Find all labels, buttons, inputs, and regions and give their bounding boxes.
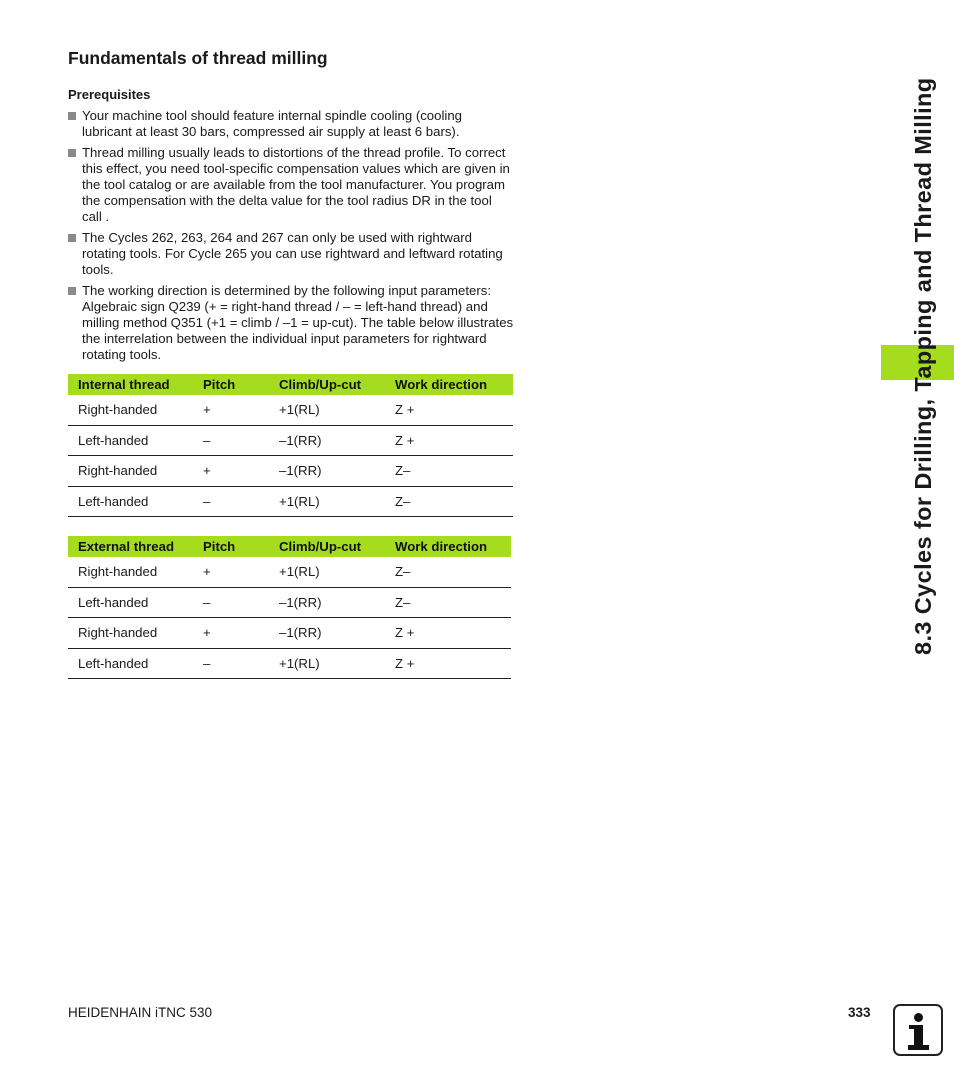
table-cell: – xyxy=(193,648,269,679)
square-bullet-icon xyxy=(68,234,76,242)
info-icon-stem xyxy=(914,1025,923,1047)
info-icon xyxy=(893,1004,943,1056)
table-cell: Right-handed xyxy=(68,618,193,649)
column-header: Work direction xyxy=(385,374,513,395)
section-heading: Fundamentals of thread milling xyxy=(68,48,328,68)
prerequisites-list xyxy=(68,108,514,368)
table-cell: Z + xyxy=(385,648,511,679)
table-cell: Left-handed xyxy=(68,486,193,517)
table-cell: Z + xyxy=(385,425,513,456)
table-cell: –1(RR) xyxy=(269,456,385,487)
list-item xyxy=(68,230,514,278)
column-header: Work direction xyxy=(385,536,511,557)
table-cell: Right-handed xyxy=(68,395,193,425)
column-header: Pitch xyxy=(193,374,269,395)
table-row xyxy=(68,395,513,425)
table-cell: + xyxy=(193,557,269,587)
table-cell: +1(RL) xyxy=(269,486,385,517)
table-cell: – xyxy=(193,587,269,618)
list-item-text: The Cycles 262, 263, 264 and 267 can only be used with rightward rotating tools. For Cycle 265 you can use rightward and leftward rotating tools. xyxy=(82,230,503,277)
square-bullet-icon xyxy=(68,287,76,295)
column-header: Pitch xyxy=(193,536,269,557)
square-bullet-icon xyxy=(68,149,76,157)
table-header-row xyxy=(68,536,511,557)
table-cell: Right-handed xyxy=(68,456,193,487)
internal-thread-table xyxy=(68,374,513,517)
table-row xyxy=(68,648,511,679)
table-row xyxy=(68,557,511,587)
table-cell: Z– xyxy=(385,587,511,618)
table-cell: –1(RR) xyxy=(269,587,385,618)
table-cell: Z– xyxy=(385,557,511,587)
table-cell: + xyxy=(193,618,269,649)
list-item xyxy=(68,145,514,225)
table-cell: Z– xyxy=(385,486,513,517)
chapter-side-title: 8.3 Cycles for Drilling, Tapping and Thread Milling xyxy=(910,77,936,655)
square-bullet-icon xyxy=(68,112,76,120)
table-cell: Z + xyxy=(385,395,513,425)
table-cell: Left-handed xyxy=(68,587,193,618)
table-cell: Z + xyxy=(385,618,511,649)
list-item xyxy=(68,108,514,140)
prerequisites-heading: Prerequisites xyxy=(68,87,151,102)
table-cell: + xyxy=(193,456,269,487)
table-cell: Right-handed xyxy=(68,557,193,587)
list-item-text: Thread milling usually leads to distortions of the thread profile. To correct this effect, you need tool-specific compensation values which are given in the tool catalog or are available from the tool manufacturer. You program the compensation with the delta value for the tool radius DR in the tool call . xyxy=(82,145,510,224)
footer-product-name: HEIDENHAIN iTNC 530 xyxy=(68,1005,213,1020)
table-cell: +1(RL) xyxy=(269,557,385,587)
table-cell: + xyxy=(193,395,269,425)
column-header: Climb/Up-cut xyxy=(269,536,385,557)
page-number: 333 xyxy=(848,1005,871,1020)
column-header: External thread xyxy=(68,536,193,557)
table-cell: +1(RL) xyxy=(269,648,385,679)
table-cell: –1(RR) xyxy=(269,618,385,649)
table-cell: – xyxy=(193,425,269,456)
table-row xyxy=(68,486,513,517)
table-cell: –1(RR) xyxy=(269,425,385,456)
list-item-text: The working direction is determined by the following input parameters: Algebraic sign Q239 (+ = right-hand thread / – = left-hand thread) and milling method Q351 (+1 = climb / –1 = up-cut). The table below illustrates the interrelation between the individual input parameters for rightward rotating tools. xyxy=(82,283,514,362)
info-icon-dot xyxy=(914,1013,923,1022)
column-header: Climb/Up-cut xyxy=(269,374,385,395)
table-row xyxy=(68,618,511,649)
table-row xyxy=(68,425,513,456)
column-header: Internal thread xyxy=(68,374,193,395)
external-thread-table xyxy=(68,536,511,679)
table-cell: +1(RL) xyxy=(269,395,385,425)
table-cell: Left-handed xyxy=(68,648,193,679)
table-cell: Left-handed xyxy=(68,425,193,456)
list-item-text: Your machine tool should feature internal spindle cooling (cooling lubricant at least 30 bars, compressed air supply at least 6 bars). xyxy=(82,108,462,139)
table-row xyxy=(68,456,513,487)
table-row xyxy=(68,587,511,618)
table-cell: – xyxy=(193,486,269,517)
list-item xyxy=(68,283,514,363)
info-icon-base xyxy=(908,1045,929,1050)
table-cell: Z– xyxy=(385,456,513,487)
table-header-row xyxy=(68,374,513,395)
